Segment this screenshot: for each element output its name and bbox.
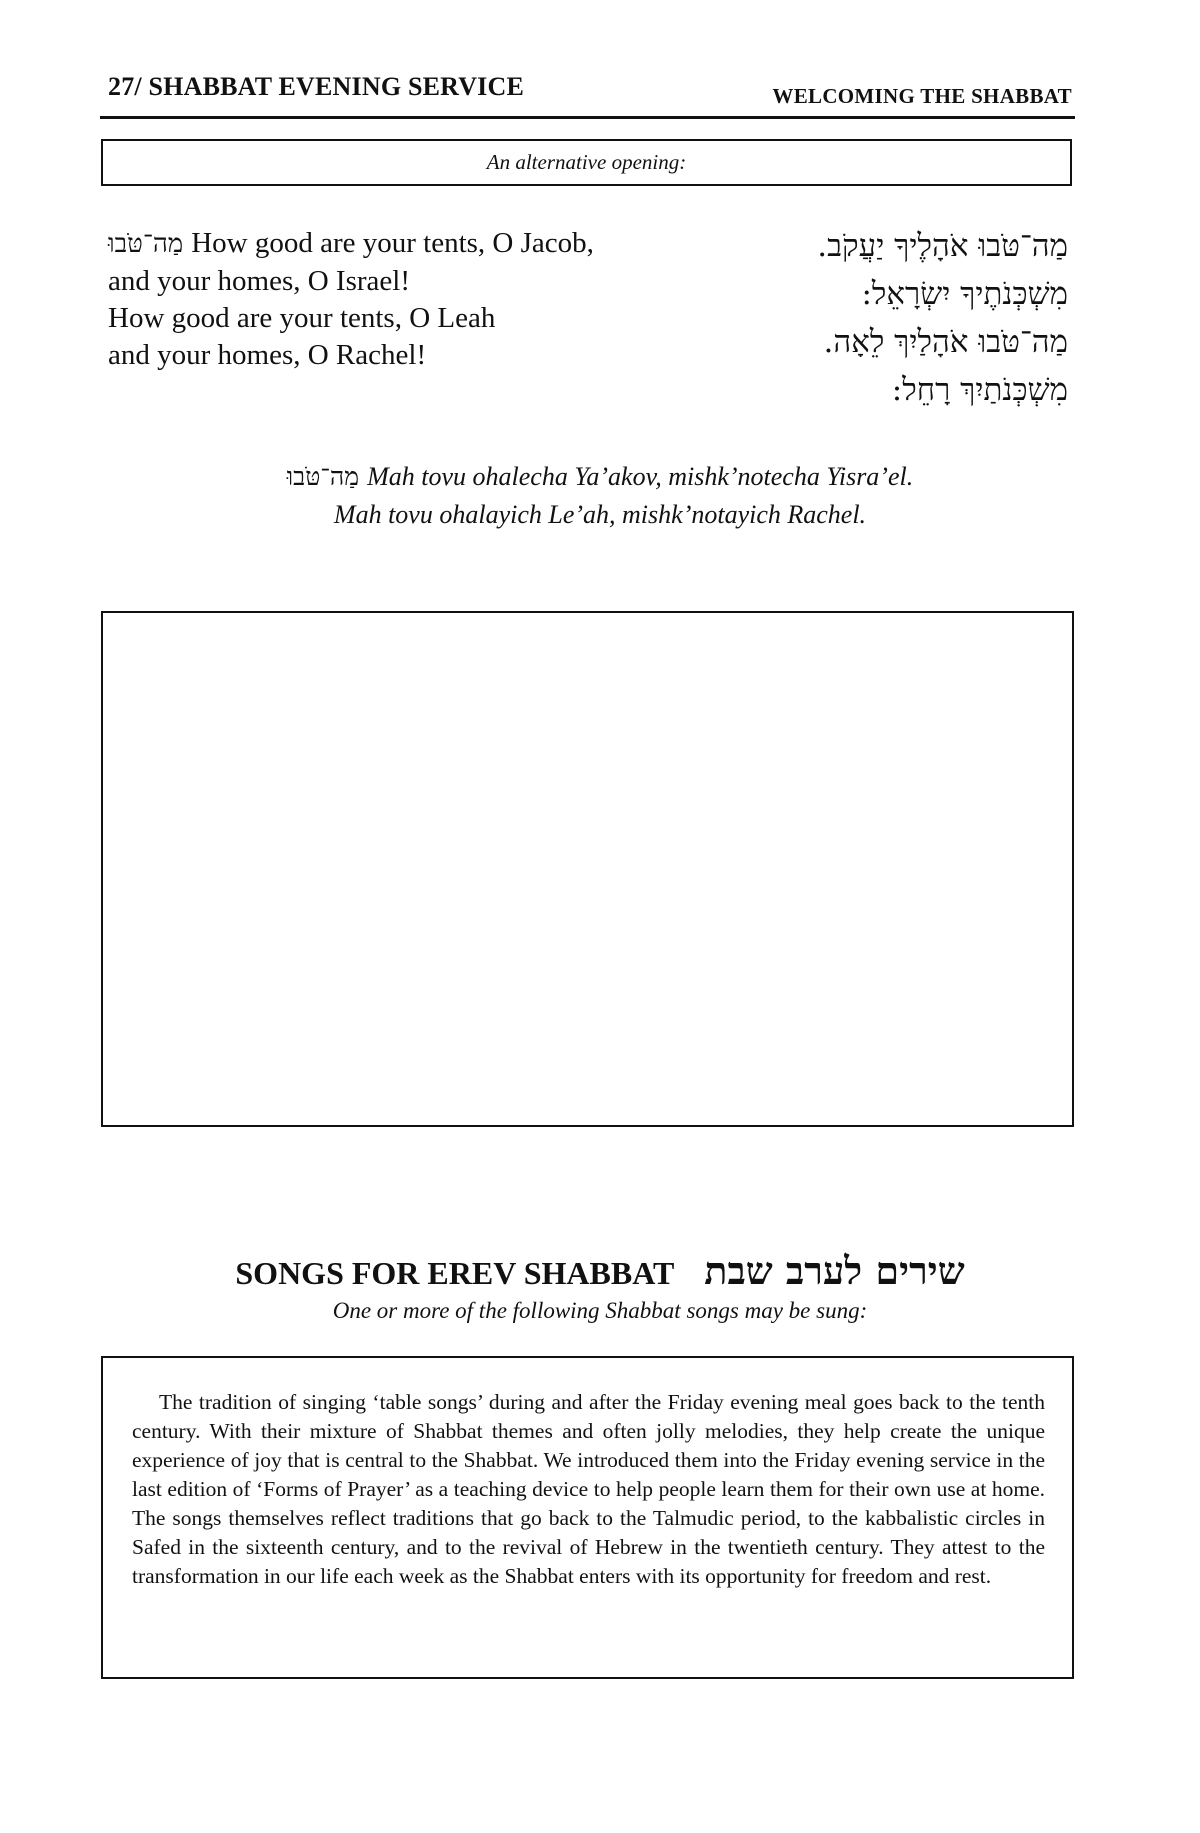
songs-note-box — [101, 1356, 1074, 1679]
songs-heading-english: SONGS FOR EREV SHABBAT — [235, 1255, 675, 1291]
songs-heading — [0, 1248, 1200, 1294]
english-line-2: and your homes, O Israel! — [108, 265, 410, 297]
page-header-title: 27/ SHABBAT EVENING SERVICE — [108, 72, 525, 101]
empty-frame — [101, 611, 1074, 1127]
songs-heading-hebrew: שירים לערב שבת — [704, 1248, 965, 1293]
transliteration-line-2: Mah tovu ohalayich Le’ah, mishk’notayich Rachel. — [333, 500, 867, 529]
alternative-opening-label: An alternative opening: — [486, 150, 687, 174]
transliteration-line-1-text: Mah tovu ohalecha Ya’akov, mishk’notecha Yisra’el. — [367, 462, 914, 491]
songs-note-paragraph: The tradition of singing ‘table songs’ during and after the Friday evening meal goes back to the tenth century. With their mixture of Shabbat themes and often jolly melodies, they help create the unique experience of joy that is central to the Shabbat. We introduced them into the Friday evening service in the last edition of ‘Forms of Prayer’ as a teaching device to help people learn them for their own use at home. The songs themselves reflect traditions that go back to the Talmudic period, to the kabbalistic circles in Safed in the sixteenth century, and to the revival of Hebrew in the twentieth century. They attest to the transformation in our life each week as the Shabbat enters with its opportunity for freedom and rest. — [132, 1390, 1045, 1588]
hebrew-line-2: מִשְׁכְּנֹתֶיךָ יִשְׂרָאֵל: — [861, 276, 1068, 312]
english-translation — [108, 225, 594, 374]
alternative-opening-box — [101, 139, 1072, 186]
hebrew-line-3: מַה־טֹּבוּ אֹהָלַיִךְ לֵאָה. — [823, 324, 1068, 360]
transliteration — [0, 458, 1200, 534]
english-line-1-text: How good are your tents, O Jacob, — [191, 227, 594, 259]
header-divider — [100, 116, 1075, 119]
english-line-1 — [108, 225, 594, 263]
hebrew-line-1: מַה־טֹּבוּ אֹהָלֶיךָ יַעֲקֹב. — [817, 228, 1068, 264]
songs-subtitle: One or more of the following Shabbat songs may be sung: — [332, 1298, 868, 1323]
hebrew-text — [648, 222, 1068, 414]
hebrew-incipit: מַה־טֹּבוּ — [108, 229, 184, 259]
english-line-4: and your homes, O Rachel! — [108, 339, 427, 371]
transliteration-hebrew-incipit: מַה־טֹּבוּ — [286, 462, 360, 491]
section-header-title: WELCOMING THE SHABBAT — [772, 84, 1072, 108]
english-line-3: How good are your tents, O Leah — [108, 302, 496, 334]
transliteration-line-1 — [0, 458, 1200, 496]
hebrew-line-4: מִשְׁכְּנֹתַיִךְ רָחֵל: — [891, 372, 1068, 408]
